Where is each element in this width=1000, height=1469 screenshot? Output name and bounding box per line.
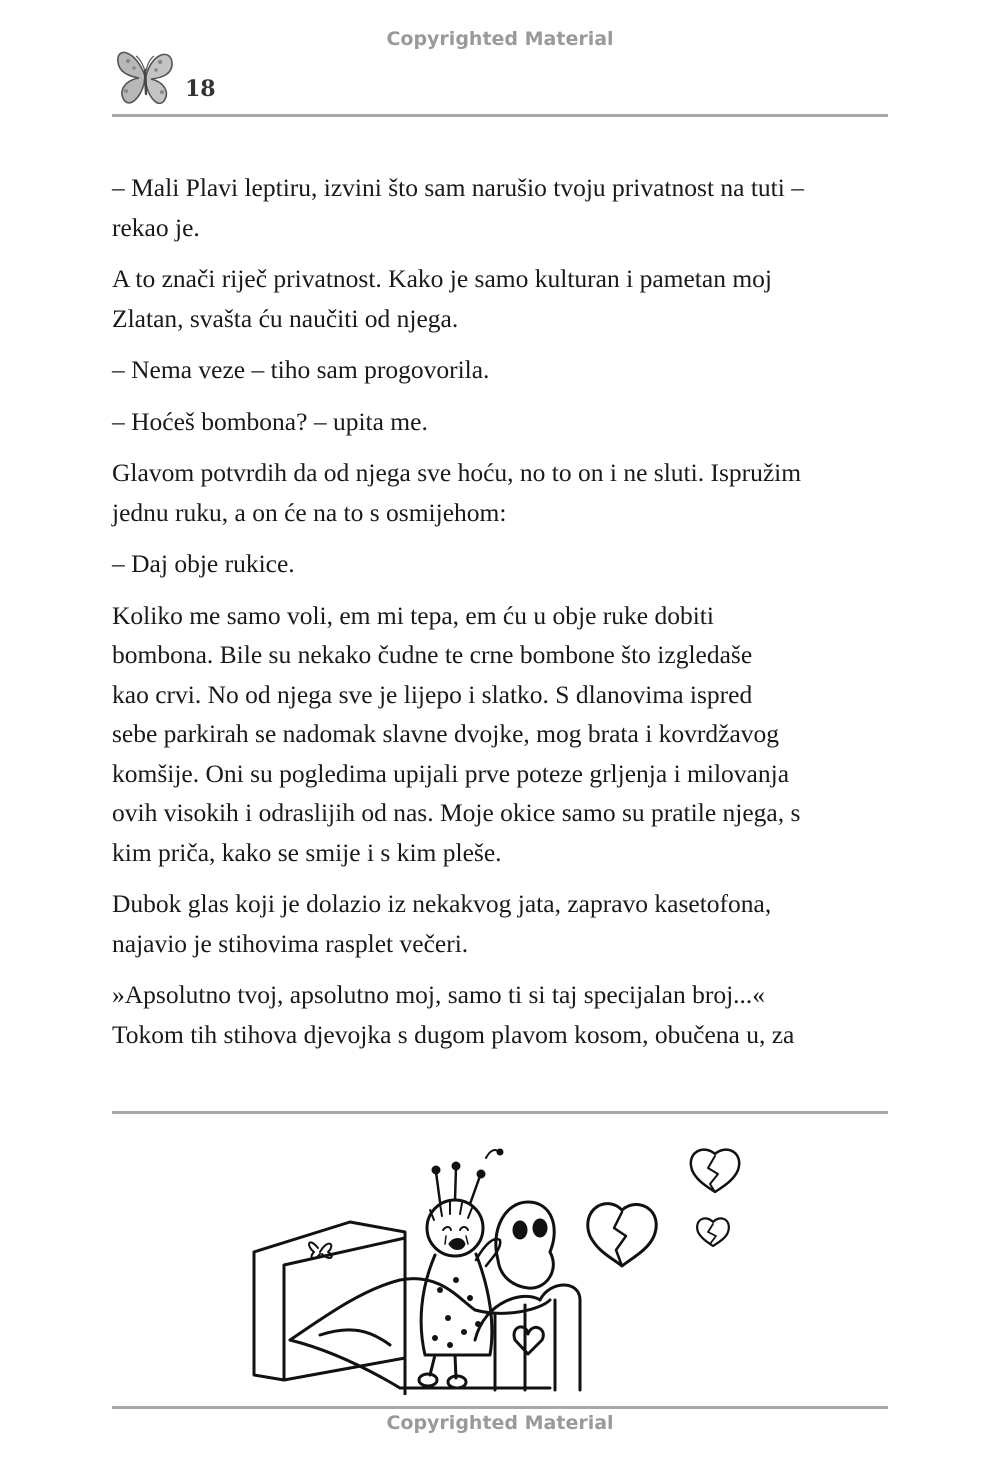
paragraph: [112, 884, 888, 963]
paragraph: [112, 402, 888, 442]
broken-heart-icon: [691, 1150, 739, 1192]
text-line: – Nema veze – tiho sam progovorila.: [112, 355, 490, 384]
text-line: ovih visokih i odraslijih od nas. Moje okice samo su pratile njega, s: [112, 798, 801, 827]
text-line: »Apsolutno tvoj, apsolutno moj, samo ti si taj specijalan broj...«: [112, 980, 766, 1009]
page-header: [112, 44, 888, 116]
illustration-divider: [112, 1111, 888, 1114]
header-divider: [112, 114, 888, 117]
paragraph: [112, 453, 888, 532]
paragraph: [112, 544, 888, 584]
footer-divider: [112, 1406, 888, 1409]
text-line: kim priča, kako se smije i s kim pleše.: [112, 837, 502, 867]
butterfly-icon: [112, 46, 178, 108]
crying-girl-in-bed-illustration: [250, 1140, 750, 1395]
paragraph: [112, 350, 888, 390]
copyright-watermark-bottom: Copyrighted Material: [386, 1412, 614, 1434]
text-line: A to znači riječ privatnost. Kako je samo kulturan i pametan moj: [112, 264, 772, 293]
girl-figure: [419, 1150, 502, 1388]
text-line: bombona. Bile su nekako čudne te crne bombone što izgledaše: [112, 640, 753, 669]
text-line: sebe parkirah se nadomak slavne dvojke, mog brata i kovrdžavog: [112, 719, 780, 748]
body-text: [112, 168, 888, 1066]
text-line: Tokom tih stihova djevojka s dugom plavom kosom, obučena u, za: [112, 1019, 795, 1049]
text-line: Koliko me samo voli, em mi tepa, em ću u obje ruke dobiti: [112, 600, 714, 630]
page-number: 18: [185, 76, 216, 102]
paragraph: [112, 259, 888, 338]
text-line: rekao je.: [112, 212, 200, 242]
text-line: Zlatan, svašta ću naučiti od njega.: [112, 303, 459, 333]
paragraph: [112, 975, 888, 1054]
ghost-figure: [496, 1202, 554, 1288]
paragraph: [112, 168, 888, 247]
broken-heart-icon: [588, 1204, 656, 1266]
text-line: komšije. Oni su pogledima upijali prve poteze grljenja i milovanja: [112, 758, 790, 788]
bed-headboard: [254, 1222, 405, 1395]
text-line: – Daj obje rukice.: [112, 549, 295, 578]
text-line: Dubok glas koji je dolazio iz nekakvog jata, zapravo kasetofona,: [112, 889, 772, 918]
text-line: kao crvi. No od njega sve je lijepo i slatko. S dlanovima ispred: [112, 679, 753, 709]
text-line: jednu ruku, a on će na to s osmijehom:: [112, 497, 507, 527]
text-line: Glavom potvrdih da od njega sve hoću, no to on i ne sluti. Ispružim: [112, 458, 802, 487]
text-line: – Mali Plavi leptiru, izvini što sam narušio tvoju privatnost na tuti –: [112, 173, 804, 202]
broken-heart-icon: [697, 1218, 729, 1246]
copyright-watermark-top: Copyrighted Material: [386, 28, 614, 50]
paragraph: [112, 596, 888, 873]
text-line: – Hoćeš bombona? – upita me.: [112, 406, 428, 436]
text-line: najavio je stihovima rasplet večeri.: [112, 928, 469, 958]
